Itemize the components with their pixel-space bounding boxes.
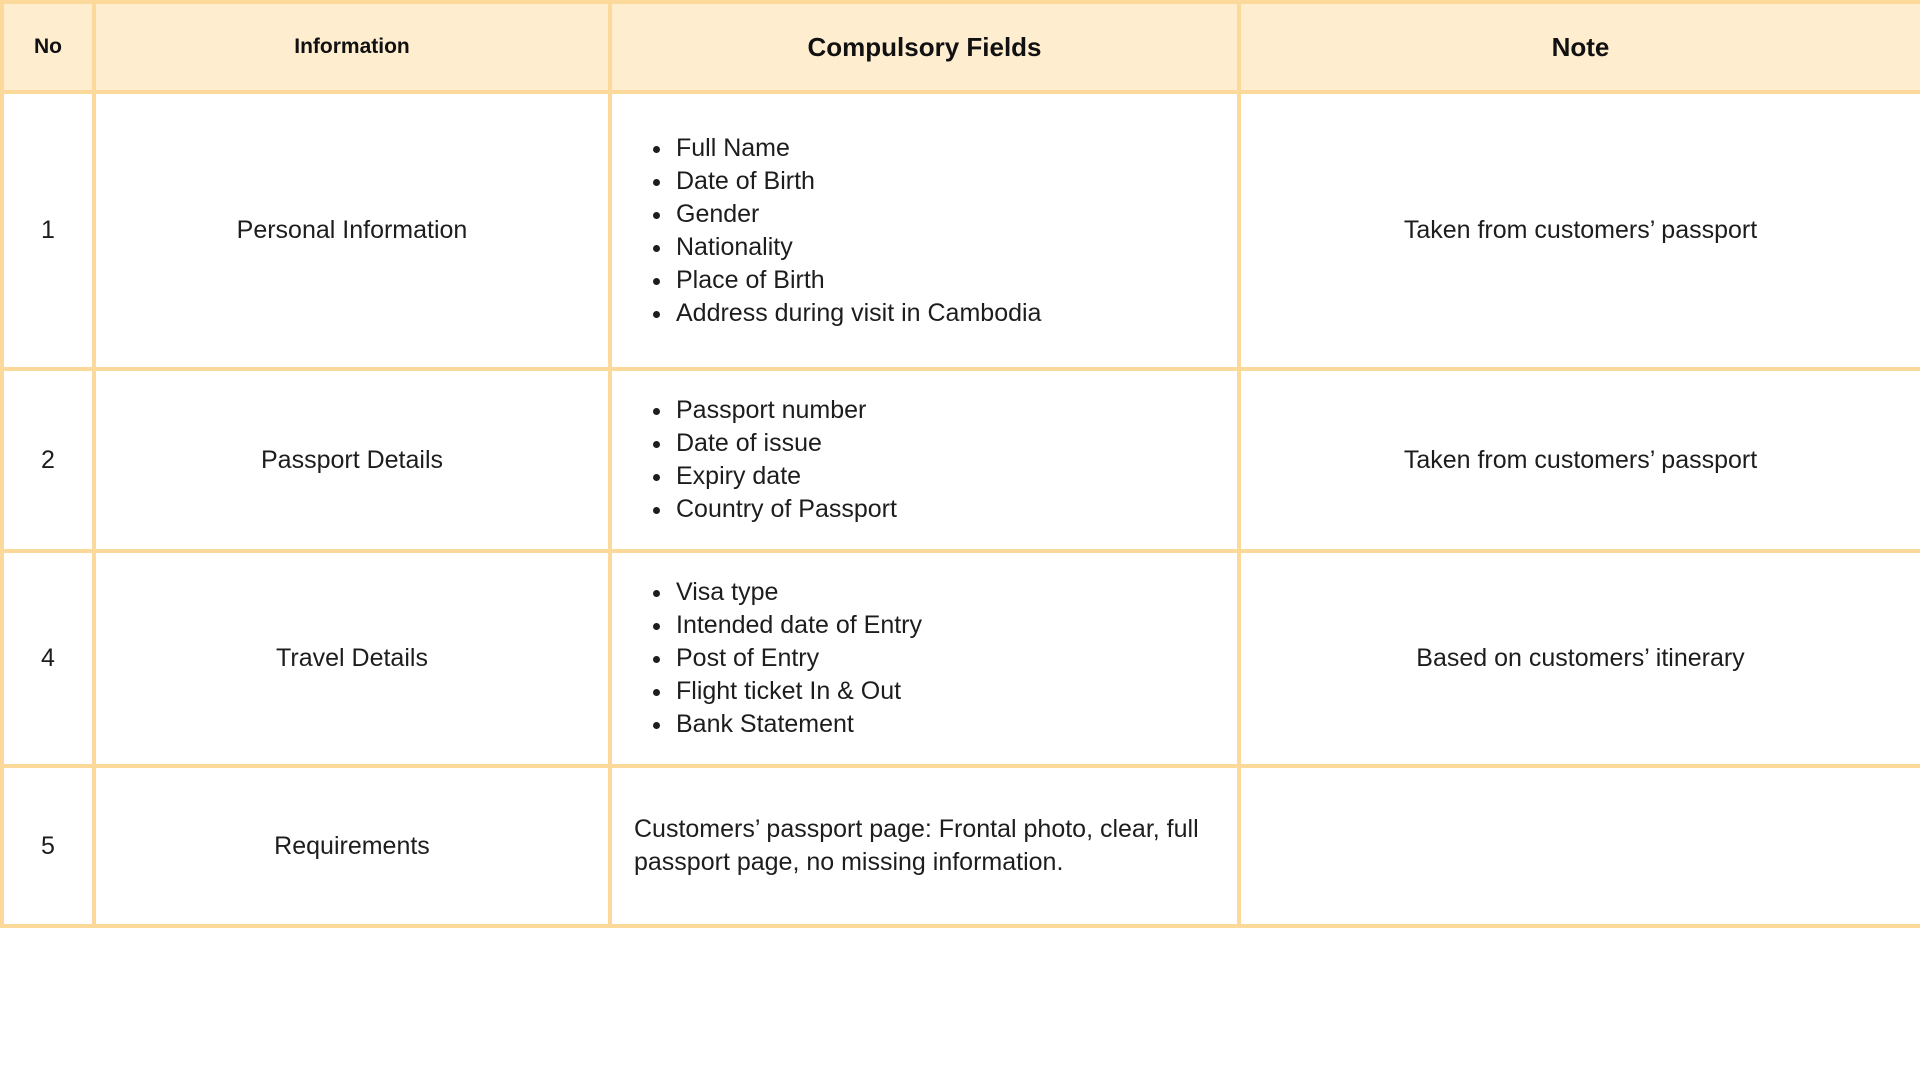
row-note [1239, 766, 1920, 926]
header-information: Information [94, 2, 610, 92]
fields-list [632, 394, 1217, 526]
list-item: • Passport number [674, 394, 1217, 427]
row-note: Based on customers’ itinerary [1239, 551, 1920, 766]
header-note: Note [1239, 2, 1920, 92]
list-item: • Expiry date [674, 460, 1217, 493]
row-compulsory-fields [610, 551, 1239, 766]
row-information: Passport Details [94, 369, 610, 551]
table-row [2, 551, 1920, 766]
list-item: • Date of issue [674, 427, 1217, 460]
header-no: No [2, 2, 94, 92]
list-item: • Post of Entry [674, 642, 1217, 675]
list-item: • Address during visit in Cambodia [674, 297, 1217, 330]
row-number: 1 [2, 92, 94, 369]
row-compulsory-fields [610, 766, 1239, 926]
table-header [2, 2, 1920, 92]
fields-list [632, 576, 1217, 741]
header-row [2, 2, 1920, 92]
table-row [2, 369, 1920, 551]
row-compulsory-fields [610, 92, 1239, 369]
row-compulsory-fields [610, 369, 1239, 551]
table-row [2, 766, 1920, 926]
row-information: Personal Information [94, 92, 610, 369]
row-information: Travel Details [94, 551, 610, 766]
row-number: 4 [2, 551, 94, 766]
header-compulsory-fields: Compulsory Fields [610, 2, 1239, 92]
list-item: • Full Name [674, 132, 1217, 165]
table-row [2, 92, 1920, 369]
list-item: • Bank Statement [674, 708, 1217, 741]
list-item: • Nationality [674, 231, 1217, 264]
row-number: 2 [2, 369, 94, 551]
list-item: • Date of Birth [674, 165, 1217, 198]
fields-list [632, 132, 1217, 330]
list-item: • Gender [674, 198, 1217, 231]
list-item: • Visa type [674, 576, 1217, 609]
table-body [2, 92, 1920, 926]
row-note: Taken from customers’ passport [1239, 92, 1920, 369]
list-item: • Country of Passport [674, 493, 1217, 526]
row-information: Requirements [94, 766, 610, 926]
row-number: 5 [2, 766, 94, 926]
list-item: • Place of Birth [674, 264, 1217, 297]
requirements-text: Customers’ passport page: Frontal photo, clear, full passport page, no missing information. [634, 815, 1199, 876]
list-item: • Intended date of Entry [674, 609, 1217, 642]
row-note: Taken from customers’ passport [1239, 369, 1920, 551]
list-item: • Flight ticket In & Out [674, 675, 1217, 708]
